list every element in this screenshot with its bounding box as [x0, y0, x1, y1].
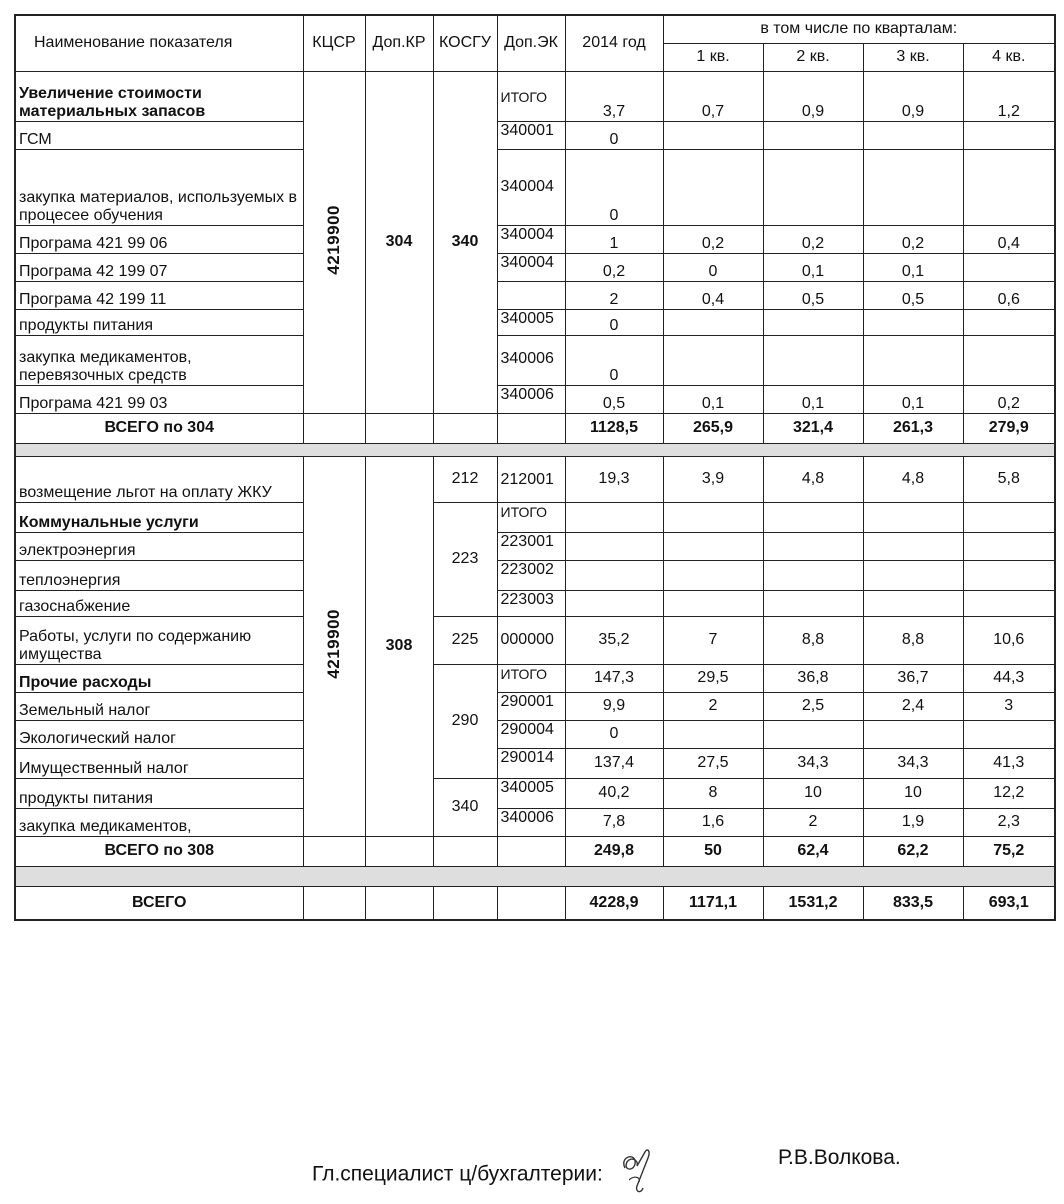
- row-name: газоснабжение: [15, 590, 303, 616]
- header-q3: 3 кв.: [863, 43, 963, 71]
- q4-cell: 693,1: [963, 886, 1055, 920]
- row-name: закупка медикаментов, перевязочных средств: [15, 335, 303, 385]
- kcsr-value: 4219900: [324, 204, 343, 275]
- q4-cell: 44,3: [963, 664, 1055, 692]
- row-name: Земельный налог: [15, 692, 303, 720]
- ek-cell: 223003: [497, 590, 565, 616]
- table-row: [15, 309, 1055, 335]
- ek-cell: 340006: [497, 385, 565, 413]
- row-name: ГСМ: [15, 121, 303, 149]
- q3-cell: 10: [863, 778, 963, 808]
- total-label: ВСЕГО по 304: [15, 413, 303, 443]
- q2-cell: 321,4: [763, 413, 863, 443]
- empty-cell: [303, 413, 365, 443]
- q1-cell: [663, 532, 763, 560]
- year-cell: 1128,5: [565, 413, 663, 443]
- q3-cell: 4,8: [863, 456, 963, 502]
- q2-cell: [763, 532, 863, 560]
- q3-cell: 36,7: [863, 664, 963, 692]
- q2-cell: 4,8: [763, 456, 863, 502]
- table-row: [15, 225, 1055, 253]
- table-row: [15, 664, 1055, 692]
- q2-cell: 10: [763, 778, 863, 808]
- ek-cell: 340006: [497, 335, 565, 385]
- q4-cell: [963, 335, 1055, 385]
- q3-cell: 0,2: [863, 225, 963, 253]
- year-cell: 35,2: [565, 616, 663, 664]
- q2-cell: 2,5: [763, 692, 863, 720]
- q3-cell: 0,1: [863, 253, 963, 281]
- ek-cell: 340005: [497, 309, 565, 335]
- table-row: [15, 253, 1055, 281]
- q3-cell: 34,3: [863, 748, 963, 778]
- table-row: [15, 692, 1055, 720]
- empty-cell: [365, 413, 433, 443]
- header-q2: 2 кв.: [763, 43, 863, 71]
- q3-cell: [863, 309, 963, 335]
- signer-name: Р.В.Волкова.: [778, 1146, 901, 1169]
- q1-cell: [663, 590, 763, 616]
- year-cell: [565, 590, 663, 616]
- q4-cell: [963, 149, 1055, 225]
- year-cell: 0,2: [565, 253, 663, 281]
- table-row: [15, 532, 1055, 560]
- q2-cell: [763, 502, 863, 532]
- q2-cell: [763, 720, 863, 748]
- q2-cell: 0,1: [763, 385, 863, 413]
- q1-cell: 1171,1: [663, 886, 763, 920]
- table-row: [15, 121, 1055, 149]
- empty-cell: [433, 836, 497, 866]
- year-cell: 0: [565, 335, 663, 385]
- empty-cell: [433, 886, 497, 920]
- kosgu-cell: 212: [433, 456, 497, 502]
- header-name: Наименование показателя: [15, 15, 303, 71]
- year-cell: 0,5: [565, 385, 663, 413]
- q3-cell: 0,9: [863, 71, 963, 121]
- year-cell: 2: [565, 281, 663, 309]
- ek-cell: ИТОГО: [497, 71, 565, 121]
- table-row: [15, 149, 1055, 225]
- separator-row: [15, 443, 1055, 456]
- year-cell: 1: [565, 225, 663, 253]
- year-cell: [565, 532, 663, 560]
- q4-cell: 279,9: [963, 413, 1055, 443]
- q4-cell: 1,2: [963, 71, 1055, 121]
- row-name: продукты питания: [15, 778, 303, 808]
- q4-cell: [963, 720, 1055, 748]
- q2-cell: 0,5: [763, 281, 863, 309]
- row-name: Програма 421 99 03: [15, 385, 303, 413]
- q3-cell: 261,3: [863, 413, 963, 443]
- row-name: Програма 421 99 06: [15, 225, 303, 253]
- year-cell: 7,8: [565, 808, 663, 836]
- header-year: 2014 год: [565, 15, 663, 71]
- year-cell: [565, 502, 663, 532]
- ek-cell: 290014: [497, 748, 565, 778]
- ek-cell: 212001: [497, 456, 565, 502]
- q3-cell: [863, 532, 963, 560]
- empty-cell: [365, 836, 433, 866]
- empty-cell: [497, 413, 565, 443]
- year-cell: 0: [565, 309, 663, 335]
- signature-icon: [615, 1146, 661, 1204]
- q4-cell: 3: [963, 692, 1055, 720]
- q2-cell: 36,8: [763, 664, 863, 692]
- q4-cell: 75,2: [963, 836, 1055, 866]
- q1-cell: [663, 720, 763, 748]
- q1-cell: 1,6: [663, 808, 763, 836]
- year-cell: 40,2: [565, 778, 663, 808]
- q2-cell: 62,4: [763, 836, 863, 866]
- q1-cell: 0,1: [663, 385, 763, 413]
- kcsr-cell: [303, 71, 365, 413]
- ek-cell: 340005: [497, 778, 565, 808]
- ek-cell: 290001: [497, 692, 565, 720]
- q1-cell: 3,9: [663, 456, 763, 502]
- row-name: Экологический налог: [15, 720, 303, 748]
- q1-cell: [663, 309, 763, 335]
- kr-cell: 304: [365, 71, 433, 413]
- table-row: [15, 456, 1055, 502]
- q2-cell: 1531,2: [763, 886, 863, 920]
- row-name: Коммунальные услуги: [15, 502, 303, 532]
- q2-cell: 34,3: [763, 748, 863, 778]
- q3-cell: [863, 335, 963, 385]
- q3-cell: 8,8: [863, 616, 963, 664]
- signer-position: Гл.специалист ц/бухгалтерии:: [312, 1162, 603, 1186]
- q4-cell: 2,3: [963, 808, 1055, 836]
- q3-cell: [863, 560, 963, 590]
- year-cell: 3,7: [565, 71, 663, 121]
- total-label: ВСЕГО по 308: [15, 836, 303, 866]
- q2-cell: [763, 560, 863, 590]
- q1-cell: [663, 121, 763, 149]
- header-q1: 1 кв.: [663, 43, 763, 71]
- q2-cell: 0,1: [763, 253, 863, 281]
- table-row: [15, 71, 1055, 121]
- year-cell: 9,9: [565, 692, 663, 720]
- header-kosgu: КОСГУ: [433, 15, 497, 71]
- table-row: [15, 748, 1055, 778]
- q2-cell: 8,8: [763, 616, 863, 664]
- row-name: Работы, услуги по содержанию имущества: [15, 616, 303, 664]
- kosgu-cell: 340: [433, 71, 497, 413]
- q4-cell: [963, 502, 1055, 532]
- q3-cell: 2,4: [863, 692, 963, 720]
- q4-cell: 10,6: [963, 616, 1055, 664]
- q1-cell: 0,2: [663, 225, 763, 253]
- year-cell: 4228,9: [565, 886, 663, 920]
- row-name: Прочие расходы: [15, 664, 303, 692]
- q1-cell: [663, 149, 763, 225]
- year-cell: 249,8: [565, 836, 663, 866]
- q3-cell: 0,5: [863, 281, 963, 309]
- grand-total-label: ВСЕГО: [15, 886, 303, 920]
- row-name: закупка материалов, используемых в процесее обучения: [15, 149, 303, 225]
- q3-cell: 833,5: [863, 886, 963, 920]
- table-row: [15, 778, 1055, 808]
- q1-cell: 265,9: [663, 413, 763, 443]
- q3-cell: [863, 590, 963, 616]
- separator-row: [15, 866, 1055, 886]
- table-row: [15, 560, 1055, 590]
- q1-cell: 27,5: [663, 748, 763, 778]
- header-quarters-caption: в том числе по кварталам:: [663, 15, 1055, 43]
- empty-cell: [303, 886, 365, 920]
- total-row-304: [15, 413, 1055, 443]
- q1-cell: 0,4: [663, 281, 763, 309]
- q4-cell: 0,6: [963, 281, 1055, 309]
- year-cell: 0: [565, 720, 663, 748]
- row-name: продукты питания: [15, 309, 303, 335]
- empty-cell: [433, 413, 497, 443]
- table-row: [15, 281, 1055, 309]
- q4-cell: 12,2: [963, 778, 1055, 808]
- kosgu-cell: 290: [433, 664, 497, 778]
- row-name: Програма 42 199 07: [15, 253, 303, 281]
- header-dop-kr: Доп.КР: [365, 15, 433, 71]
- row-name: Увеличение стоимости материальных запасов: [15, 71, 303, 121]
- grand-total-row: [15, 886, 1055, 920]
- q3-cell: [863, 149, 963, 225]
- q2-cell: [763, 590, 863, 616]
- q1-cell: 50: [663, 836, 763, 866]
- q2-cell: [763, 121, 863, 149]
- q1-cell: 0: [663, 253, 763, 281]
- budget-table: [14, 14, 1056, 921]
- total-row-308: [15, 836, 1055, 866]
- q3-cell: [863, 502, 963, 532]
- empty-cell: [497, 836, 565, 866]
- ek-cell: 223001: [497, 532, 565, 560]
- q4-cell: [963, 532, 1055, 560]
- q4-cell: [963, 309, 1055, 335]
- table-row: [15, 720, 1055, 748]
- ek-cell: 340004: [497, 149, 565, 225]
- kosgu-cell: 223: [433, 502, 497, 616]
- table-row: [15, 590, 1055, 616]
- q3-cell: [863, 121, 963, 149]
- q1-cell: [663, 560, 763, 590]
- kosgu-cell: 340: [433, 778, 497, 836]
- q1-cell: 7: [663, 616, 763, 664]
- year-cell: 147,3: [565, 664, 663, 692]
- year-cell: [565, 560, 663, 590]
- ek-cell: 290004: [497, 720, 565, 748]
- header-q4: 4 кв.: [963, 43, 1055, 71]
- row-name: возмещение льгот на оплату ЖКУ: [15, 456, 303, 502]
- year-cell: 19,3: [565, 456, 663, 502]
- row-name: теплоэнергия: [15, 560, 303, 590]
- q3-cell: [863, 720, 963, 748]
- q4-cell: 5,8: [963, 456, 1055, 502]
- q4-cell: [963, 121, 1055, 149]
- empty-cell: [303, 836, 365, 866]
- ek-cell: 223002: [497, 560, 565, 590]
- q4-cell: 0,2: [963, 385, 1055, 413]
- q1-cell: 29,5: [663, 664, 763, 692]
- q3-cell: 0,1: [863, 385, 963, 413]
- q4-cell: [963, 590, 1055, 616]
- ek-cell: [497, 281, 565, 309]
- row-name: Програма 42 199 11: [15, 281, 303, 309]
- ek-cell: 340001: [497, 121, 565, 149]
- year-cell: 0: [565, 121, 663, 149]
- q4-cell: 41,3: [963, 748, 1055, 778]
- kcsr-value: 4219900: [324, 608, 343, 679]
- ek-cell: 340004: [497, 253, 565, 281]
- row-name: закупка медикаментов,: [15, 808, 303, 836]
- q2-cell: 0,2: [763, 225, 863, 253]
- header-kcsr: КЦСР: [303, 15, 365, 71]
- table-row: [15, 808, 1055, 836]
- kcsr-cell: [303, 456, 365, 836]
- q2-cell: 2: [763, 808, 863, 836]
- kr-cell: 308: [365, 456, 433, 836]
- table-row: [15, 385, 1055, 413]
- table-row: [15, 335, 1055, 385]
- q2-cell: 0,9: [763, 71, 863, 121]
- q4-cell: 0,4: [963, 225, 1055, 253]
- q1-cell: [663, 335, 763, 385]
- q1-cell: 2: [663, 692, 763, 720]
- q1-cell: [663, 502, 763, 532]
- kosgu-cell: 225: [433, 616, 497, 664]
- table-row: [15, 502, 1055, 532]
- year-cell: 137,4: [565, 748, 663, 778]
- empty-cell: [365, 886, 433, 920]
- ek-cell: ИТОГО: [497, 502, 565, 532]
- row-name: Имущественный налог: [15, 748, 303, 778]
- q1-cell: 8: [663, 778, 763, 808]
- empty-cell: [497, 886, 565, 920]
- q3-cell: 1,9: [863, 808, 963, 836]
- separator-cell: [15, 443, 1055, 456]
- q4-cell: [963, 253, 1055, 281]
- q2-cell: [763, 149, 863, 225]
- ek-cell: ИТОГО: [497, 664, 565, 692]
- ek-cell: 340006: [497, 808, 565, 836]
- q3-cell: 62,2: [863, 836, 963, 866]
- header-dop-ek: Доп.ЭК: [497, 15, 565, 71]
- q2-cell: [763, 309, 863, 335]
- ek-cell: 340004: [497, 225, 565, 253]
- ek-cell: 000000: [497, 616, 565, 664]
- q1-cell: 0,7: [663, 71, 763, 121]
- separator-cell: [15, 866, 1055, 886]
- q2-cell: [763, 335, 863, 385]
- row-name: электроэнергия: [15, 532, 303, 560]
- table-row: [15, 616, 1055, 664]
- signature-block: [312, 1146, 901, 1204]
- year-cell: 0: [565, 149, 663, 225]
- q4-cell: [963, 560, 1055, 590]
